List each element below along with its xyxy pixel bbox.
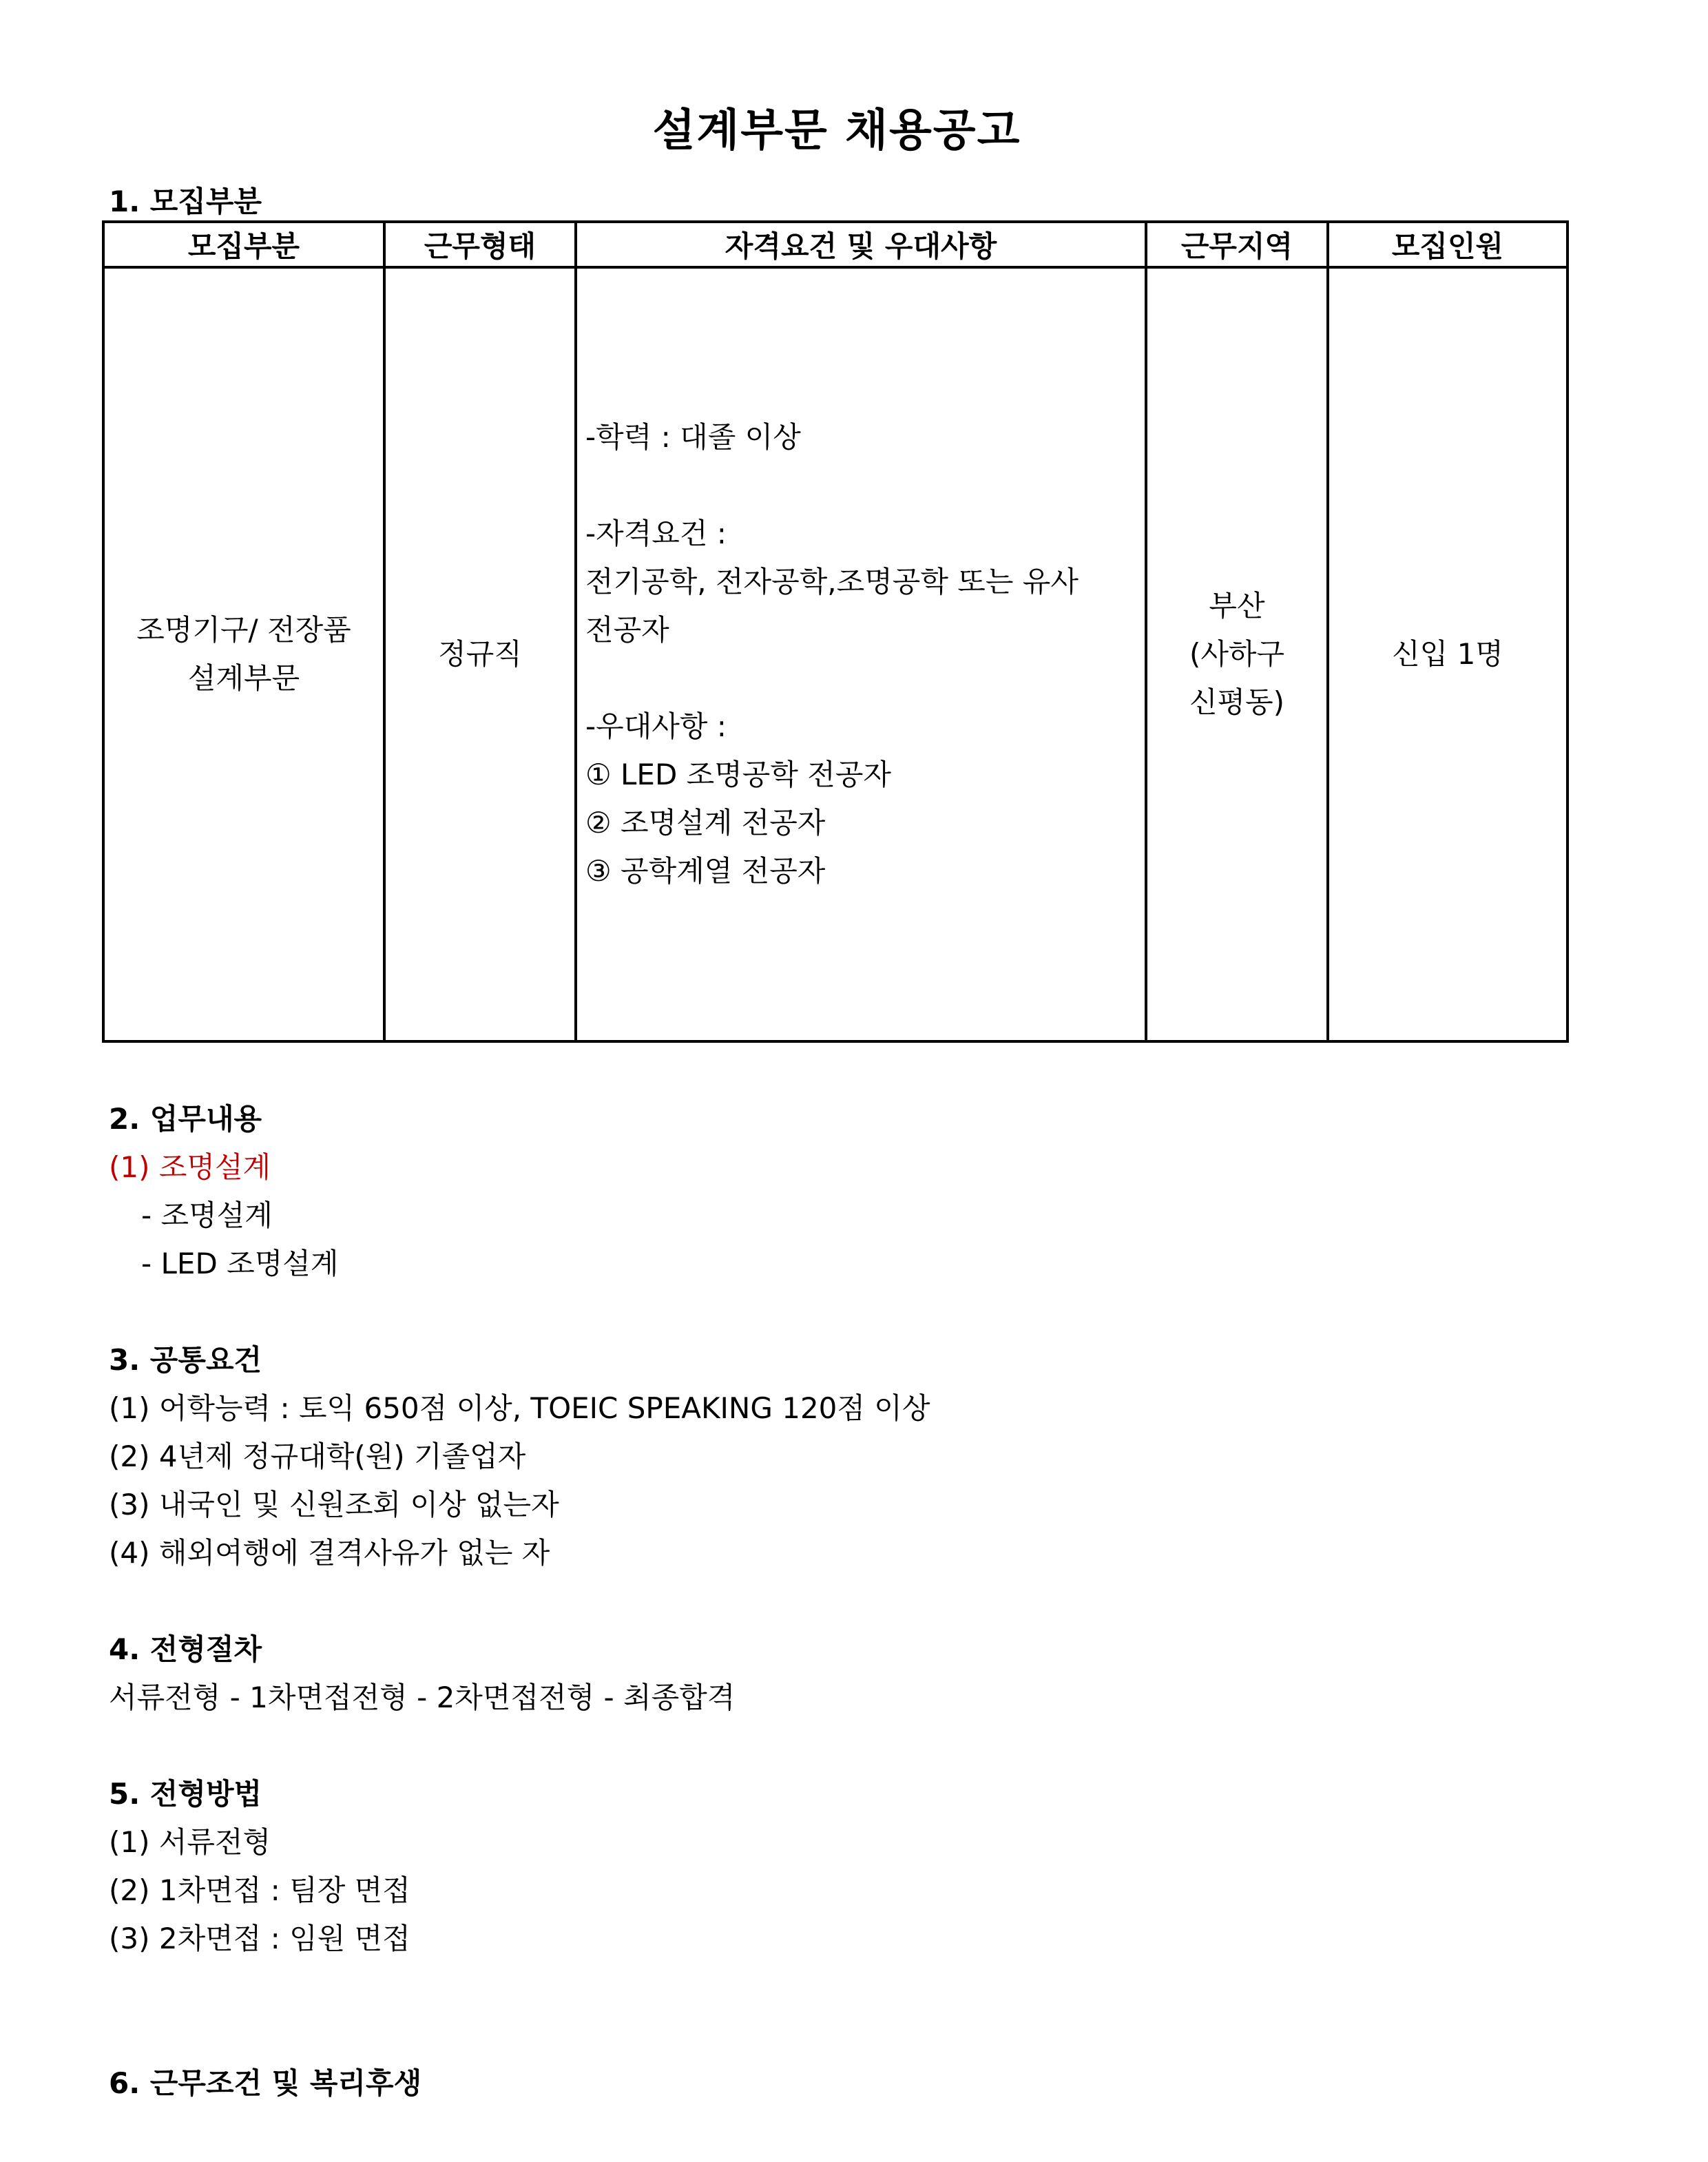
requirement-item: (3) 내국인 및 신원조회 이상 없는자 — [109, 1488, 559, 1521]
column-header-department: 모집부분 — [103, 222, 384, 267]
location-line: (사하구 — [1189, 637, 1285, 671]
section-1-heading: 1. 모집부분 — [109, 185, 262, 218]
location-line: 신평동) — [1189, 685, 1285, 719]
preferred-label: -우대사항 : — [585, 709, 727, 743]
section-5-heading: 5. 전형방법 — [109, 1777, 262, 1811]
selection-method-item: (3) 2차면접 : 임원 면접 — [109, 1922, 410, 1955]
cell-headcount: 신입 1명 — [1328, 267, 1568, 1041]
education-requirement: -학력 : 대졸 이상 — [585, 420, 801, 454]
section-4-heading: 4. 전형절차 — [109, 1632, 262, 1666]
work-subheading: (1) 조명설계 — [109, 1150, 271, 1184]
section-3-heading: 3. 공통요건 — [109, 1343, 262, 1377]
preferred-item: ② 조명설계 전공자 — [585, 806, 826, 840]
location-line: 부산 — [1209, 589, 1265, 623]
preferred-item: ① LED 조명공학 전공자 — [585, 758, 891, 791]
column-header-employment-type: 근무형태 — [384, 222, 576, 267]
cell-employment-type: 정규직 — [384, 267, 576, 1041]
requirement-item: (4) 해외여행에 결격사유가 없는 자 — [109, 1536, 550, 1570]
requirements-label: -자격요건 : — [585, 517, 727, 550]
selection-procedure: 서류전형 - 1차면접전형 - 2차면접전형 - 최종합격 — [109, 1681, 736, 1714]
preferred-item: ③ 공학계열 전공자 — [585, 854, 826, 888]
recruitment-table — [102, 220, 1569, 1043]
table-header-row — [103, 222, 1568, 267]
department-line: 설계부문 — [187, 661, 300, 695]
work-item: - 조명설계 — [141, 1198, 273, 1232]
cell-qualifications — [576, 267, 1146, 1041]
selection-method-item: (1) 서류전형 — [109, 1825, 271, 1859]
work-item: - LED 조명설계 — [141, 1247, 339, 1280]
section-6-heading: 6. 근무조건 및 복리후생 — [109, 2066, 422, 2100]
column-header-headcount: 모집인원 — [1328, 222, 1568, 267]
section-2-heading: 2. 업무내용 — [109, 1102, 262, 1136]
requirement-item: (1) 어학능력 : 토익 650점 이상, TOEIC SPEAKING 120점 이상 — [109, 1391, 930, 1425]
page-title: 설계부문 채용공고 — [652, 105, 1021, 156]
requirements-text: 전공자 — [585, 613, 669, 647]
selection-method-item: (2) 1차면접 : 팀장 면접 — [109, 1873, 410, 1907]
table-row — [103, 267, 1568, 1041]
cell-department — [103, 267, 384, 1041]
spacer — [585, 654, 1138, 703]
cell-location — [1146, 267, 1328, 1041]
column-header-qualifications: 자격요건 및 우대사항 — [576, 222, 1146, 267]
requirements-text: 전기공학, 전자공학,조명공학 또는 유사 — [585, 565, 1079, 599]
spacer — [585, 461, 1138, 510]
department-line: 조명기구/ 전장품 — [136, 613, 351, 647]
requirement-item: (2) 4년제 정규대학(원) 기졸업자 — [109, 1439, 526, 1473]
column-header-location: 근무지역 — [1146, 222, 1328, 267]
